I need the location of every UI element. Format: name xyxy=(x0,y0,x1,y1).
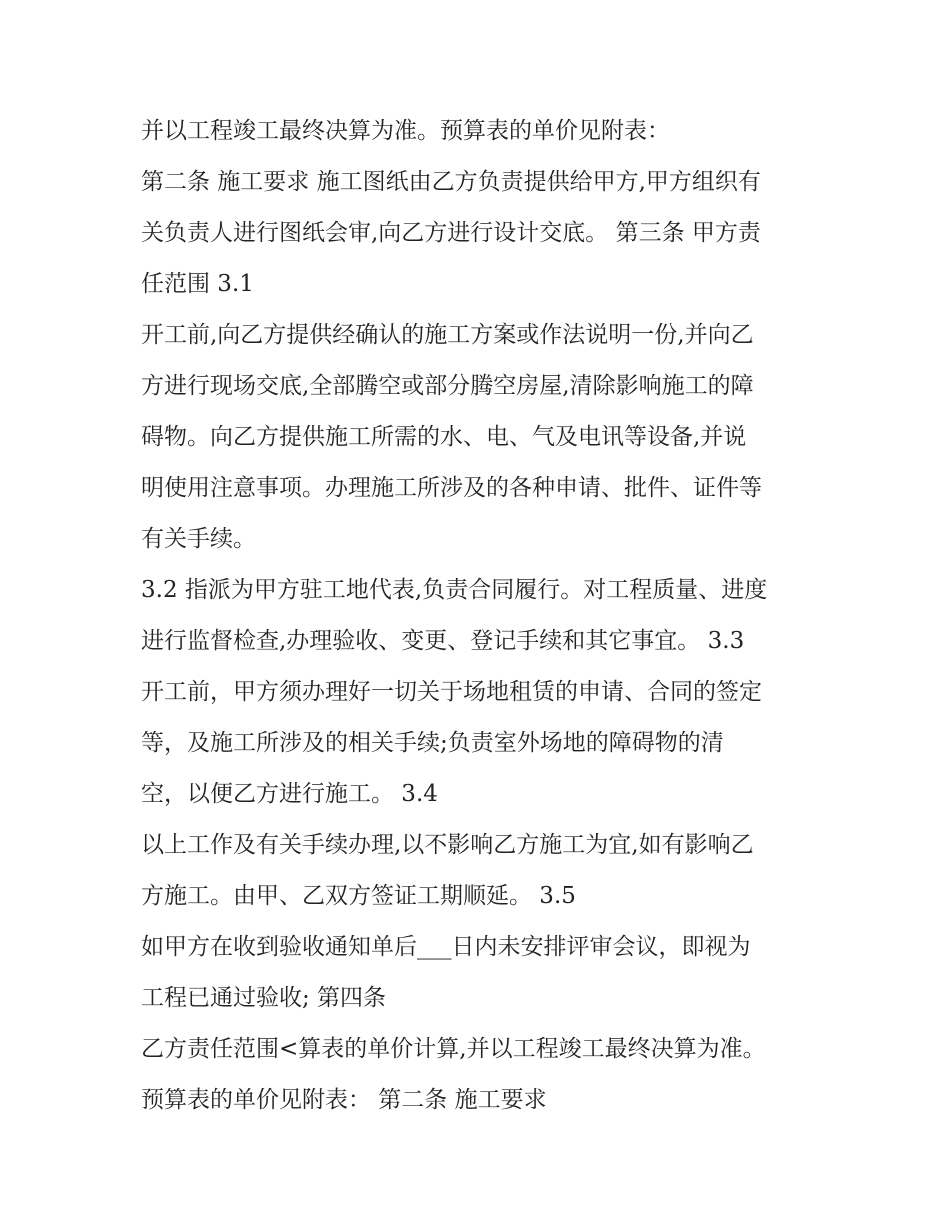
text-line: 任范围 3.1 xyxy=(141,271,254,297)
text-line: 预算表的单价见附表： 第二条 施工要求 xyxy=(141,1087,547,1113)
text-line: 工程已通过验收; 第四条 xyxy=(141,985,387,1011)
text-line: 等，及施工所涉及的相关手续;负责室外场地的障碍物的清 xyxy=(141,730,724,756)
text-line: 进行监督检查,办理验收、变更、登记手续和其它事宜。 3.3 xyxy=(141,628,745,654)
text-line: 以上工作及有关手续办理,以不影响乙方施工为宜,如有影响乙 xyxy=(141,832,754,858)
text-line: 关负责人进行图纸会审,向乙方进行设计交底。 第三条 甲方责 xyxy=(141,220,761,246)
text-line: 方施工。由甲、乙双方签证工期顺延。 3.5 xyxy=(141,883,576,909)
text-line: 开工前，甲方须办理好一切关于场地租赁的申请、合同的签定 xyxy=(141,679,762,705)
text-line: 如甲方在收到验收通知单后___日内未安排评审会议，即视为 xyxy=(141,934,751,960)
text-line: 空，以便乙方进行施工。 3.4 xyxy=(141,781,438,807)
text-line: 有关手续。 xyxy=(141,526,256,552)
text-line: 明使用注意事项。办理施工所涉及的各种申请、批件、证件等 xyxy=(141,475,762,501)
text-line: 乙方责任范围<算表的单价计算,并以工程竣工最终决算为准。 xyxy=(141,1036,766,1062)
text-line: 方进行现场交底,全部腾空或部分腾空房屋,清除影响施工的障 xyxy=(141,373,754,399)
text-line: 并以工程竣工最终决算为准。预算表的单价见附表： xyxy=(141,118,670,144)
text-line: 第二条 施工要求 施工图纸由乙方负责提供给甲方,甲方组织有 xyxy=(141,169,761,195)
text-line: 碍物。向乙方提供施工所需的水、电、气及电讯等设备,并说 xyxy=(141,424,747,450)
text-line: 3.2 指派为甲方驻工地代表,负责合同履行。对工程质量、进度 xyxy=(141,577,768,603)
text-line: 开工前,向乙方提供经确认的施工方案或作法说明一份,并向乙 xyxy=(141,322,754,348)
contract-body-text xyxy=(141,109,841,1129)
